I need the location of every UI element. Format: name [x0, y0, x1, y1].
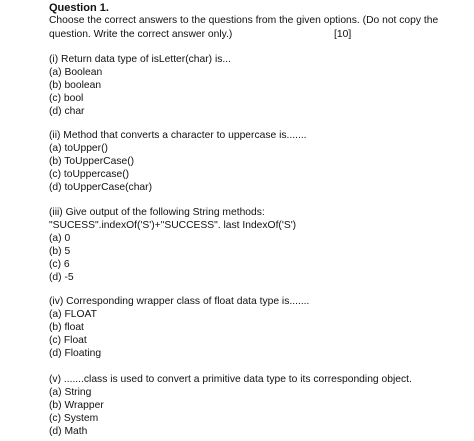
sub-question-prompt: (ii) Method that converts a character to uppercase is.......	[49, 130, 307, 141]
sub-question-5	[49, 374, 459, 439]
option-b: (b) ToUpperCase()	[49, 155, 135, 167]
option-a: (a) String	[49, 386, 92, 398]
option-b: (b) boolean	[49, 79, 102, 91]
option-a: (a) FLOAT	[49, 308, 97, 320]
option-a: (a) toUpper()	[49, 142, 108, 154]
marks-label: [10]	[334, 28, 352, 40]
option-a: (a) 0	[49, 232, 71, 244]
option-d: (d) Math	[49, 425, 88, 437]
option-c: (c) 6	[49, 258, 70, 270]
option-c: (c) System	[49, 412, 99, 424]
option-c: (c) Float	[49, 334, 87, 346]
option-d: (d) toUpperCase(char)	[49, 181, 153, 193]
option-c: (c) toUppercase()	[49, 168, 130, 180]
sub-question-3	[49, 207, 459, 284]
option-d: (d) char	[49, 105, 85, 117]
sub-question-prompt: (i) Return data type of isLetter(char) is...	[49, 54, 231, 65]
instruction-line-1: Choose the correct answers to the questions from the given options. (Do not copy the	[49, 15, 439, 26]
question-title: Question 1.	[49, 2, 109, 14]
sub-question-2	[49, 130, 459, 195]
option-b: (b) Wrapper	[49, 399, 104, 411]
sub-question-1	[49, 54, 459, 119]
question-instruction	[49, 14, 449, 41]
sub-question-prompt: (iv) Corresponding wrapper class of float data type is.......	[49, 296, 310, 307]
sub-question-4	[49, 296, 459, 361]
option-d: (d) -5	[49, 271, 74, 283]
option-d: (d) Floating	[49, 347, 102, 359]
option-a: (a) Boolean	[49, 66, 103, 78]
option-b: (b) float	[49, 321, 84, 333]
sub-question-prompt: (iii) Give output of the following String methods:	[49, 207, 265, 218]
sub-question-prompt: (v) .......class is used to convert a primitive data type to its corresponding object.	[49, 374, 412, 385]
option-c: (c) bool	[49, 92, 84, 104]
instruction-line-2: question. Write the correct answer only.)	[49, 28, 233, 40]
sub-question-expression: "SUCESS".indexOf('S')+"SUCCESS". last IndexOf('S')	[49, 219, 297, 231]
option-b: (b) 5	[49, 245, 71, 257]
